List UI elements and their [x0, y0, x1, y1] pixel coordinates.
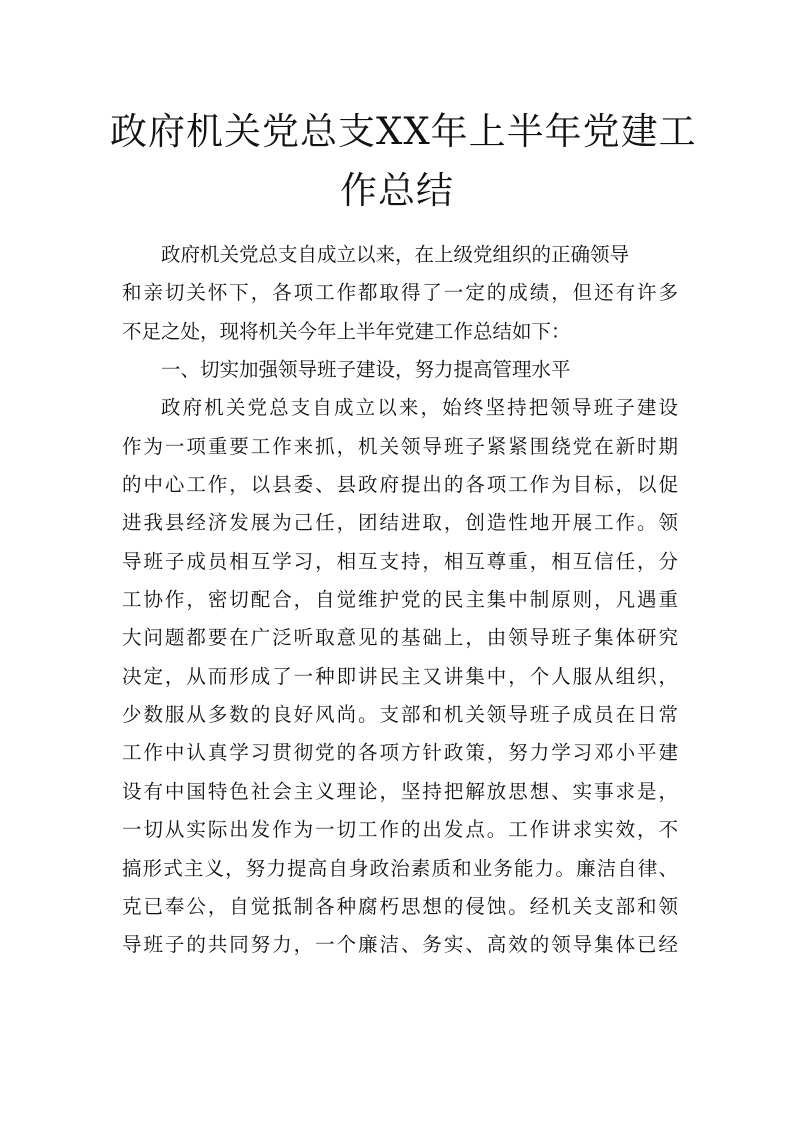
body-line-14: 工作中认真学习贯彻党的各项方针政策，努力学习邓小平建 — [122, 741, 678, 765]
body-line-9: 导班子成员相互学习，相互支持，相互尊重，相互信任，分 — [122, 549, 678, 573]
document-title-line-2: 作总结 — [340, 169, 454, 212]
body-line-15: 设有中国特色社会主义理论，坚持把解放思想、实事求是， — [122, 779, 678, 803]
body-line-10: 工协作，密切配合，自觉维护党的民主集中制原则，凡遇重 — [122, 588, 678, 612]
body-line-19: 导班子的共同努力，一个廉洁、务实、高效的领导集体已经 — [122, 933, 678, 957]
body-line-2: 和亲切关怀下，各项工作都取得了一定的成绩，但还有许多 — [122, 281, 678, 305]
body-line-17: 搞形式主义，努力提高自身政治素质和业务能力。廉洁自律、 — [122, 856, 678, 880]
document-title-line-1: 政府机关党总支XX年上半年党建工 — [110, 110, 697, 153]
body-line-7: 的中心工作，以县委、县政府提出的各项工作为目标，以促 — [122, 473, 678, 497]
body-line-12: 决定，从而形成了一种即讲民主又讲集中，个人服从组织， — [122, 664, 678, 688]
body-line-11: 大问题都要在广泛听取意见的基础上，由领导班子集体研究 — [122, 626, 678, 650]
body-line-3: 不足之处，现将机关今年上半年党建工作总结如下： — [122, 319, 571, 343]
body-line-13: 少数服从多数的良好风尚。支部和机关领导班子成员在日常 — [122, 703, 678, 727]
body-line-6: 作为一项重要工作来抓，机关领导班子紧紧围绕党在新时期 — [122, 434, 678, 458]
section-heading-1: 一、切实加强领导班子建设，努力提高管理水平 — [161, 358, 571, 382]
body-line-16: 一切从实际出发作为一切工作的出发点。工作讲求实效，不 — [122, 818, 678, 842]
body-line-8: 进我县经济发展为己任，团结进取，创造性地开展工作。领 — [122, 511, 678, 535]
document-body — [122, 236, 678, 965]
body-line-5: 政府机关党总支自成立以来，始终坚持把领导班子建设 — [161, 396, 678, 420]
body-line-1: 政府机关党总支自成立以来，在上级党组织的正确领导 — [161, 243, 630, 266]
body-line-18: 克已奉公，自觉抵制各种腐朽思想的侵蚀。经机关支部和领 — [122, 894, 678, 918]
